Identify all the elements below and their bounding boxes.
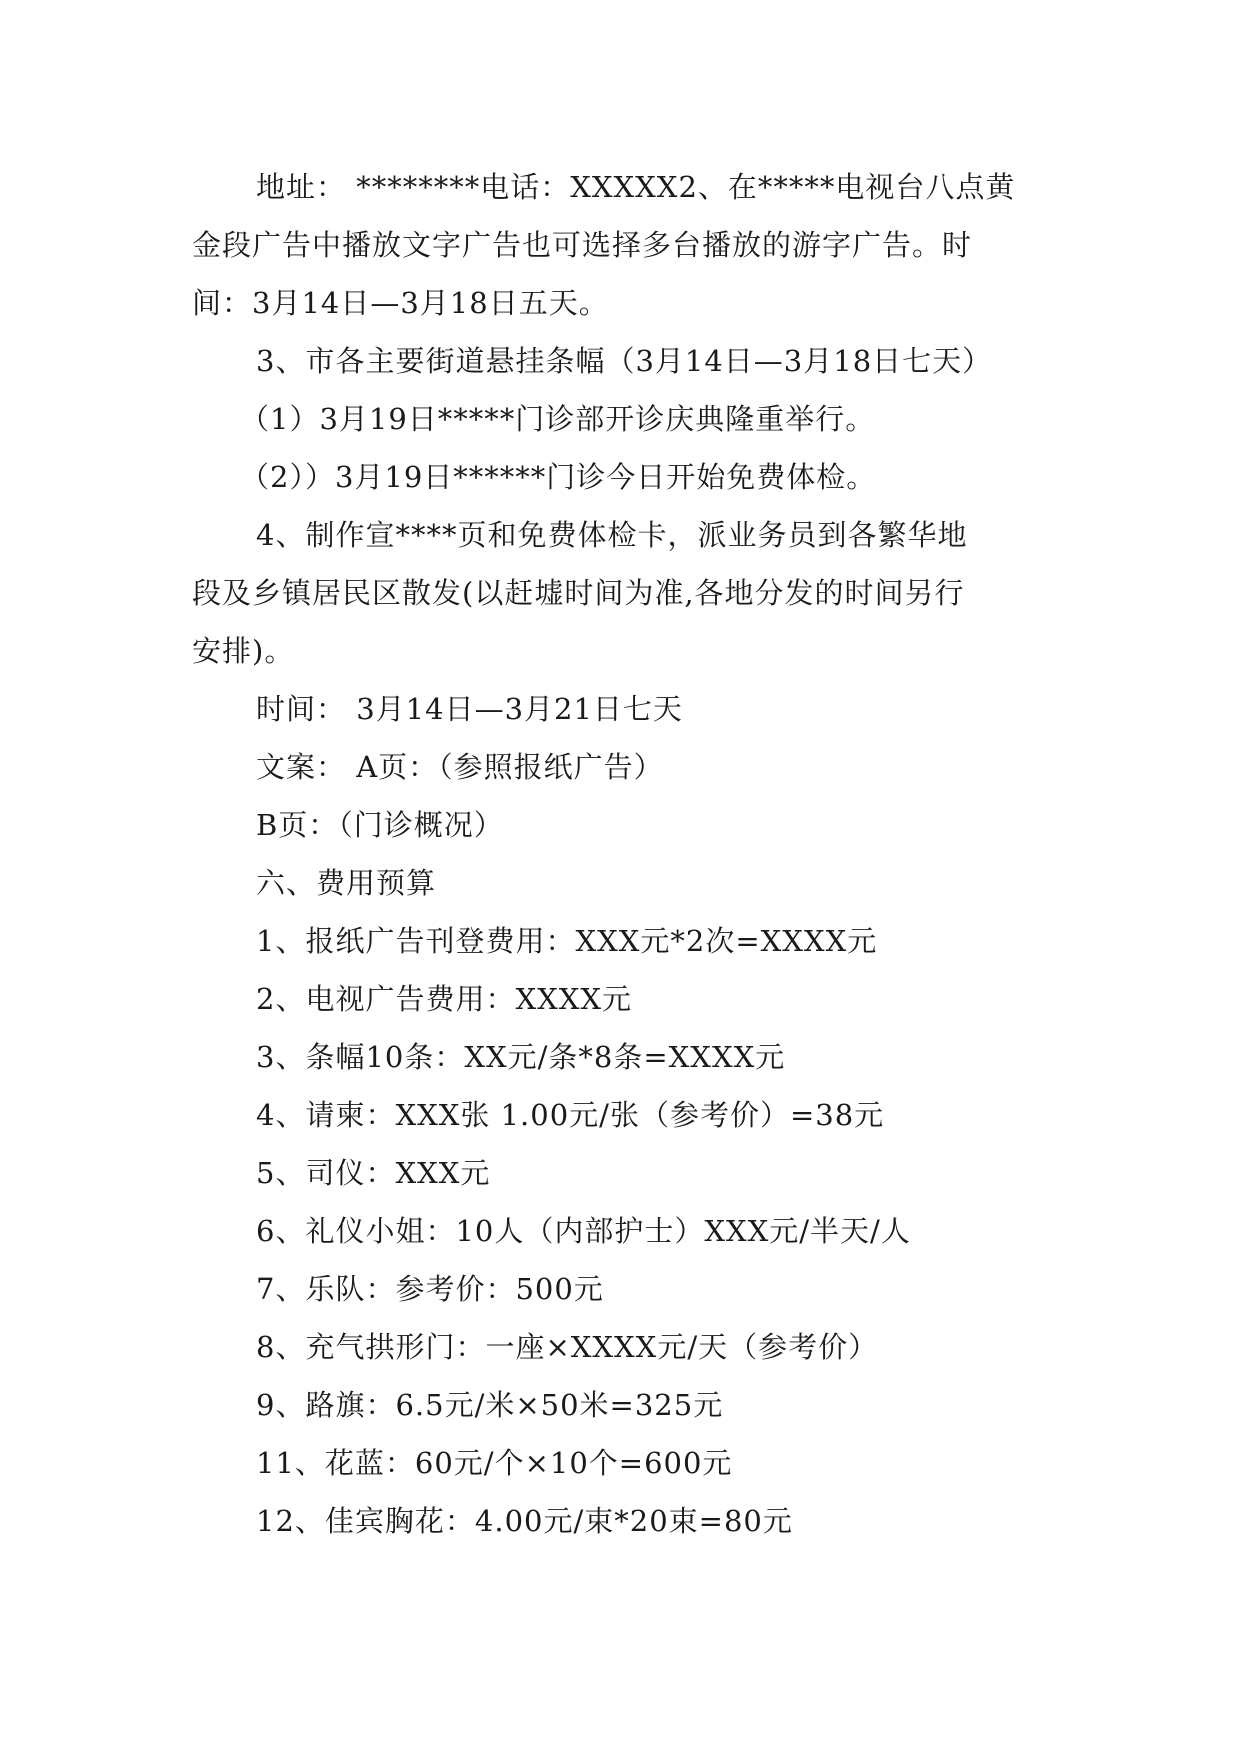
paragraph-address-line: 地址： ********电话：XXXXX2、在*****电视台八点黄	[256, 170, 1016, 204]
paragraph-tv-ad-line: 金段广告中播放文字广告也可选择多台播放的游字广告。时	[192, 228, 973, 262]
paragraph-tv-ad-time: 间：3月14日—3月18日五天。	[192, 286, 609, 320]
budget-item-6: 6、礼仪小姐：10人（内部护士）XXX元/半天/人	[256, 1214, 911, 1248]
paragraph-copy-a: 文案： A页：（参照报纸广告）	[256, 750, 664, 784]
budget-item-3: 3、条幅10条：XX元/条*8条=XXXX元	[256, 1040, 786, 1074]
budget-item-2: 2、电视广告费用：XXXX元	[256, 982, 633, 1016]
budget-item-4: 4、请柬：XXX张 1.00元/张（参考价）=38元	[256, 1098, 885, 1132]
budget-item-5: 5、司仪：XXX元	[256, 1156, 491, 1190]
paragraph-flyers: 4、制作宣****页和免费体检卡，派业务员到各繁华地	[256, 518, 968, 552]
budget-item-9: 9、路旗：6.5元/米×50米=325元	[256, 1388, 724, 1422]
document-body	[192, 158, 1054, 1550]
budget-item-1: 1、报纸广告刊登费用：XXX元*2次=XXXX元	[256, 924, 878, 958]
paragraph-opening-ceremony: （1）3月19日*****门诊部开诊庆典隆重举行。	[240, 402, 876, 436]
budget-item-7: 7、乐队：参考价：500元	[256, 1272, 604, 1306]
paragraph-free-checkup: （2））3月19日******门诊今日开始免费体检。	[240, 460, 877, 494]
budget-item-8: 8、充气拱形门：一座×XXXX元/天（参考价）	[256, 1330, 879, 1364]
section-heading-budget: 六、费用预算	[256, 866, 437, 900]
budget-item-12: 12、佳宾胸花：4.00元/束*20束=80元	[256, 1504, 793, 1538]
paragraph-copy-b: B页：（门诊概况）	[256, 808, 504, 842]
paragraph-time: 时间： 3月14日—3月21日七天	[256, 692, 683, 726]
paragraph-banners: 3、市各主要街道悬挂条幅（3月14日—3月18日七天）	[256, 344, 993, 378]
paragraph-flyers-cont: 段及乡镇居民区散发(以赶墟时间为准,各地分发的时间另行	[192, 576, 965, 610]
paragraph-flyers-end: 安排)。	[192, 634, 295, 668]
budget-item-11: 11、花蓝：60元/个×10个=600元	[256, 1446, 733, 1480]
